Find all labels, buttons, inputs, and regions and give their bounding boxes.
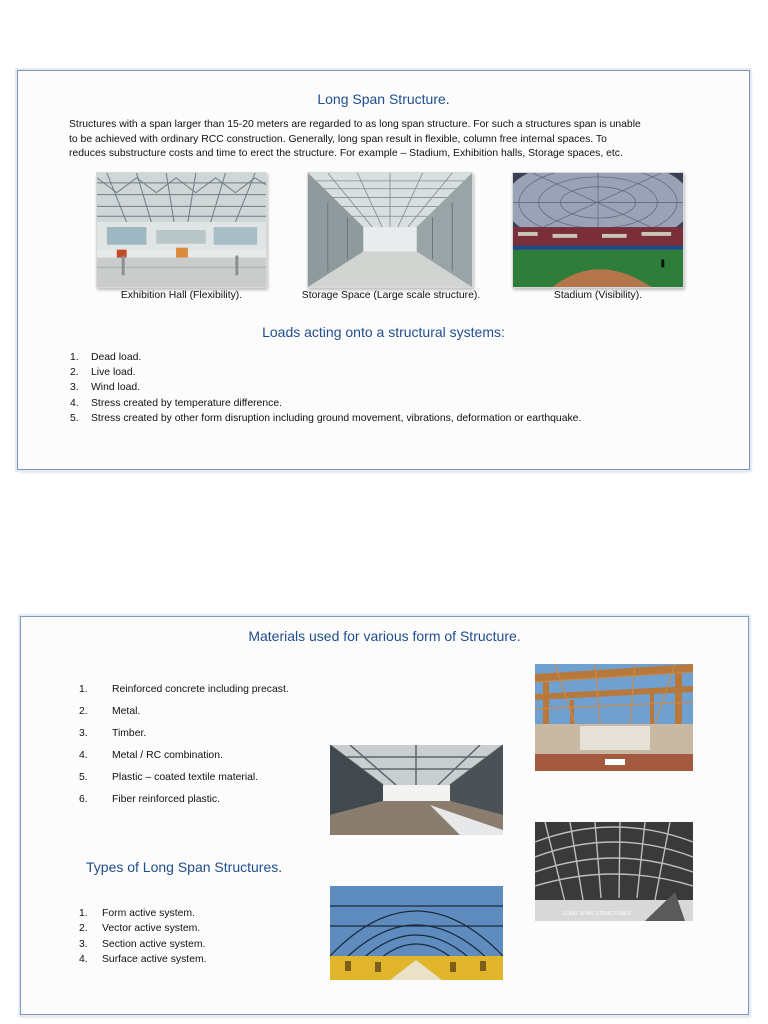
- list-item: [79, 745, 289, 767]
- list-item: [79, 789, 289, 811]
- timber-frame-photo: [535, 664, 693, 771]
- list-item: [70, 365, 581, 380]
- list-text: Reinforced concrete including precast.: [112, 684, 289, 695]
- list-number: 2.: [79, 923, 88, 935]
- list-text: Section active system.: [102, 938, 206, 950]
- list-number: 3.: [79, 728, 88, 739]
- list-text: Vector active system.: [102, 923, 201, 935]
- loads-heading: Loads acting onto a structural systems:: [262, 324, 505, 340]
- list-text: Form active system.: [102, 908, 195, 919]
- list-item: [70, 396, 581, 411]
- metal-shed-photo: [330, 745, 503, 835]
- photo-caption: Stadium (Visibility).: [553, 290, 643, 301]
- slide-title: Materials used for various form of Structure.: [248, 628, 521, 644]
- list-text: Metal.: [112, 706, 141, 717]
- loads-list: [70, 350, 581, 426]
- list-item: [70, 380, 581, 395]
- arched-roof-photo: [330, 886, 503, 980]
- list-text: Wind load.: [91, 382, 141, 394]
- list-item: [79, 937, 207, 952]
- shell-grid-photo: [535, 822, 693, 921]
- photo-caption: Exhibition Hall (Flexibility).: [120, 290, 243, 301]
- list-item: [79, 723, 289, 745]
- photo-overlay-caption: LONG SPAN STRUCTURES: [563, 911, 632, 917]
- slide-materials: [20, 616, 749, 1015]
- list-number: 5.: [79, 772, 88, 783]
- list-text: Fiber reinforced plastic.: [112, 794, 220, 805]
- list-number: 4.: [70, 397, 79, 409]
- storage-space-photo: [307, 172, 473, 288]
- list-text: Stress created by temperature difference.: [91, 397, 282, 409]
- list-number: 2.: [79, 706, 88, 717]
- materials-list: [79, 679, 289, 811]
- photo-caption: Storage Space (Large scale structure).: [301, 290, 481, 301]
- list-text: Dead load.: [91, 352, 142, 363]
- list-number: 2.: [70, 367, 79, 379]
- list-text: Stress created by other form disruption including ground movement, vibrations, deformation or earthquake.: [91, 412, 582, 424]
- list-item: [79, 952, 207, 967]
- slide-long-span-structure: [17, 70, 750, 470]
- list-text: Timber.: [112, 728, 147, 739]
- list-item: [79, 906, 207, 921]
- slide-title: Long Span Structure.: [317, 91, 450, 107]
- list-text: Live load.: [91, 367, 136, 379]
- list-item: [79, 701, 289, 723]
- list-number: 1.: [79, 684, 88, 695]
- paragraph-line: reduces substructure costs and time to erect the structure. For example – Stadium, Exhibition halls, Storage spaces, etc.: [69, 148, 623, 159]
- paragraph-line: Structures with a span larger than 15-20 meters are regarded to as long span structure. For such a structures span is unable: [69, 119, 641, 130]
- list-text: Surface active system.: [102, 953, 207, 965]
- paragraph-line: to be achieved with ordinary RCC construction. Generally, long span result in flexible, column free internal spaces. To: [69, 133, 607, 145]
- types-list: [79, 906, 207, 967]
- list-number: 1.: [70, 352, 79, 363]
- list-number: 3.: [70, 382, 79, 394]
- list-number: 3.: [79, 938, 88, 950]
- intro-paragraph: [69, 118, 729, 162]
- list-number: 4.: [79, 750, 88, 761]
- types-heading: Types of Long Span Structures.: [86, 859, 283, 875]
- stadium-photo: [512, 172, 684, 288]
- list-number: 1.: [79, 908, 88, 919]
- list-number: 4.: [79, 953, 88, 965]
- list-number: 6.: [79, 794, 88, 805]
- list-item: [79, 679, 289, 701]
- list-text: Metal / RC combination.: [112, 750, 223, 761]
- exhibition-hall-photo: [96, 172, 267, 288]
- list-item: [70, 411, 581, 426]
- list-text: Plastic – coated textile material.: [112, 772, 259, 783]
- list-number: 5.: [70, 412, 79, 424]
- list-item: [79, 767, 289, 789]
- list-item: [70, 350, 581, 365]
- list-item: [79, 921, 207, 936]
